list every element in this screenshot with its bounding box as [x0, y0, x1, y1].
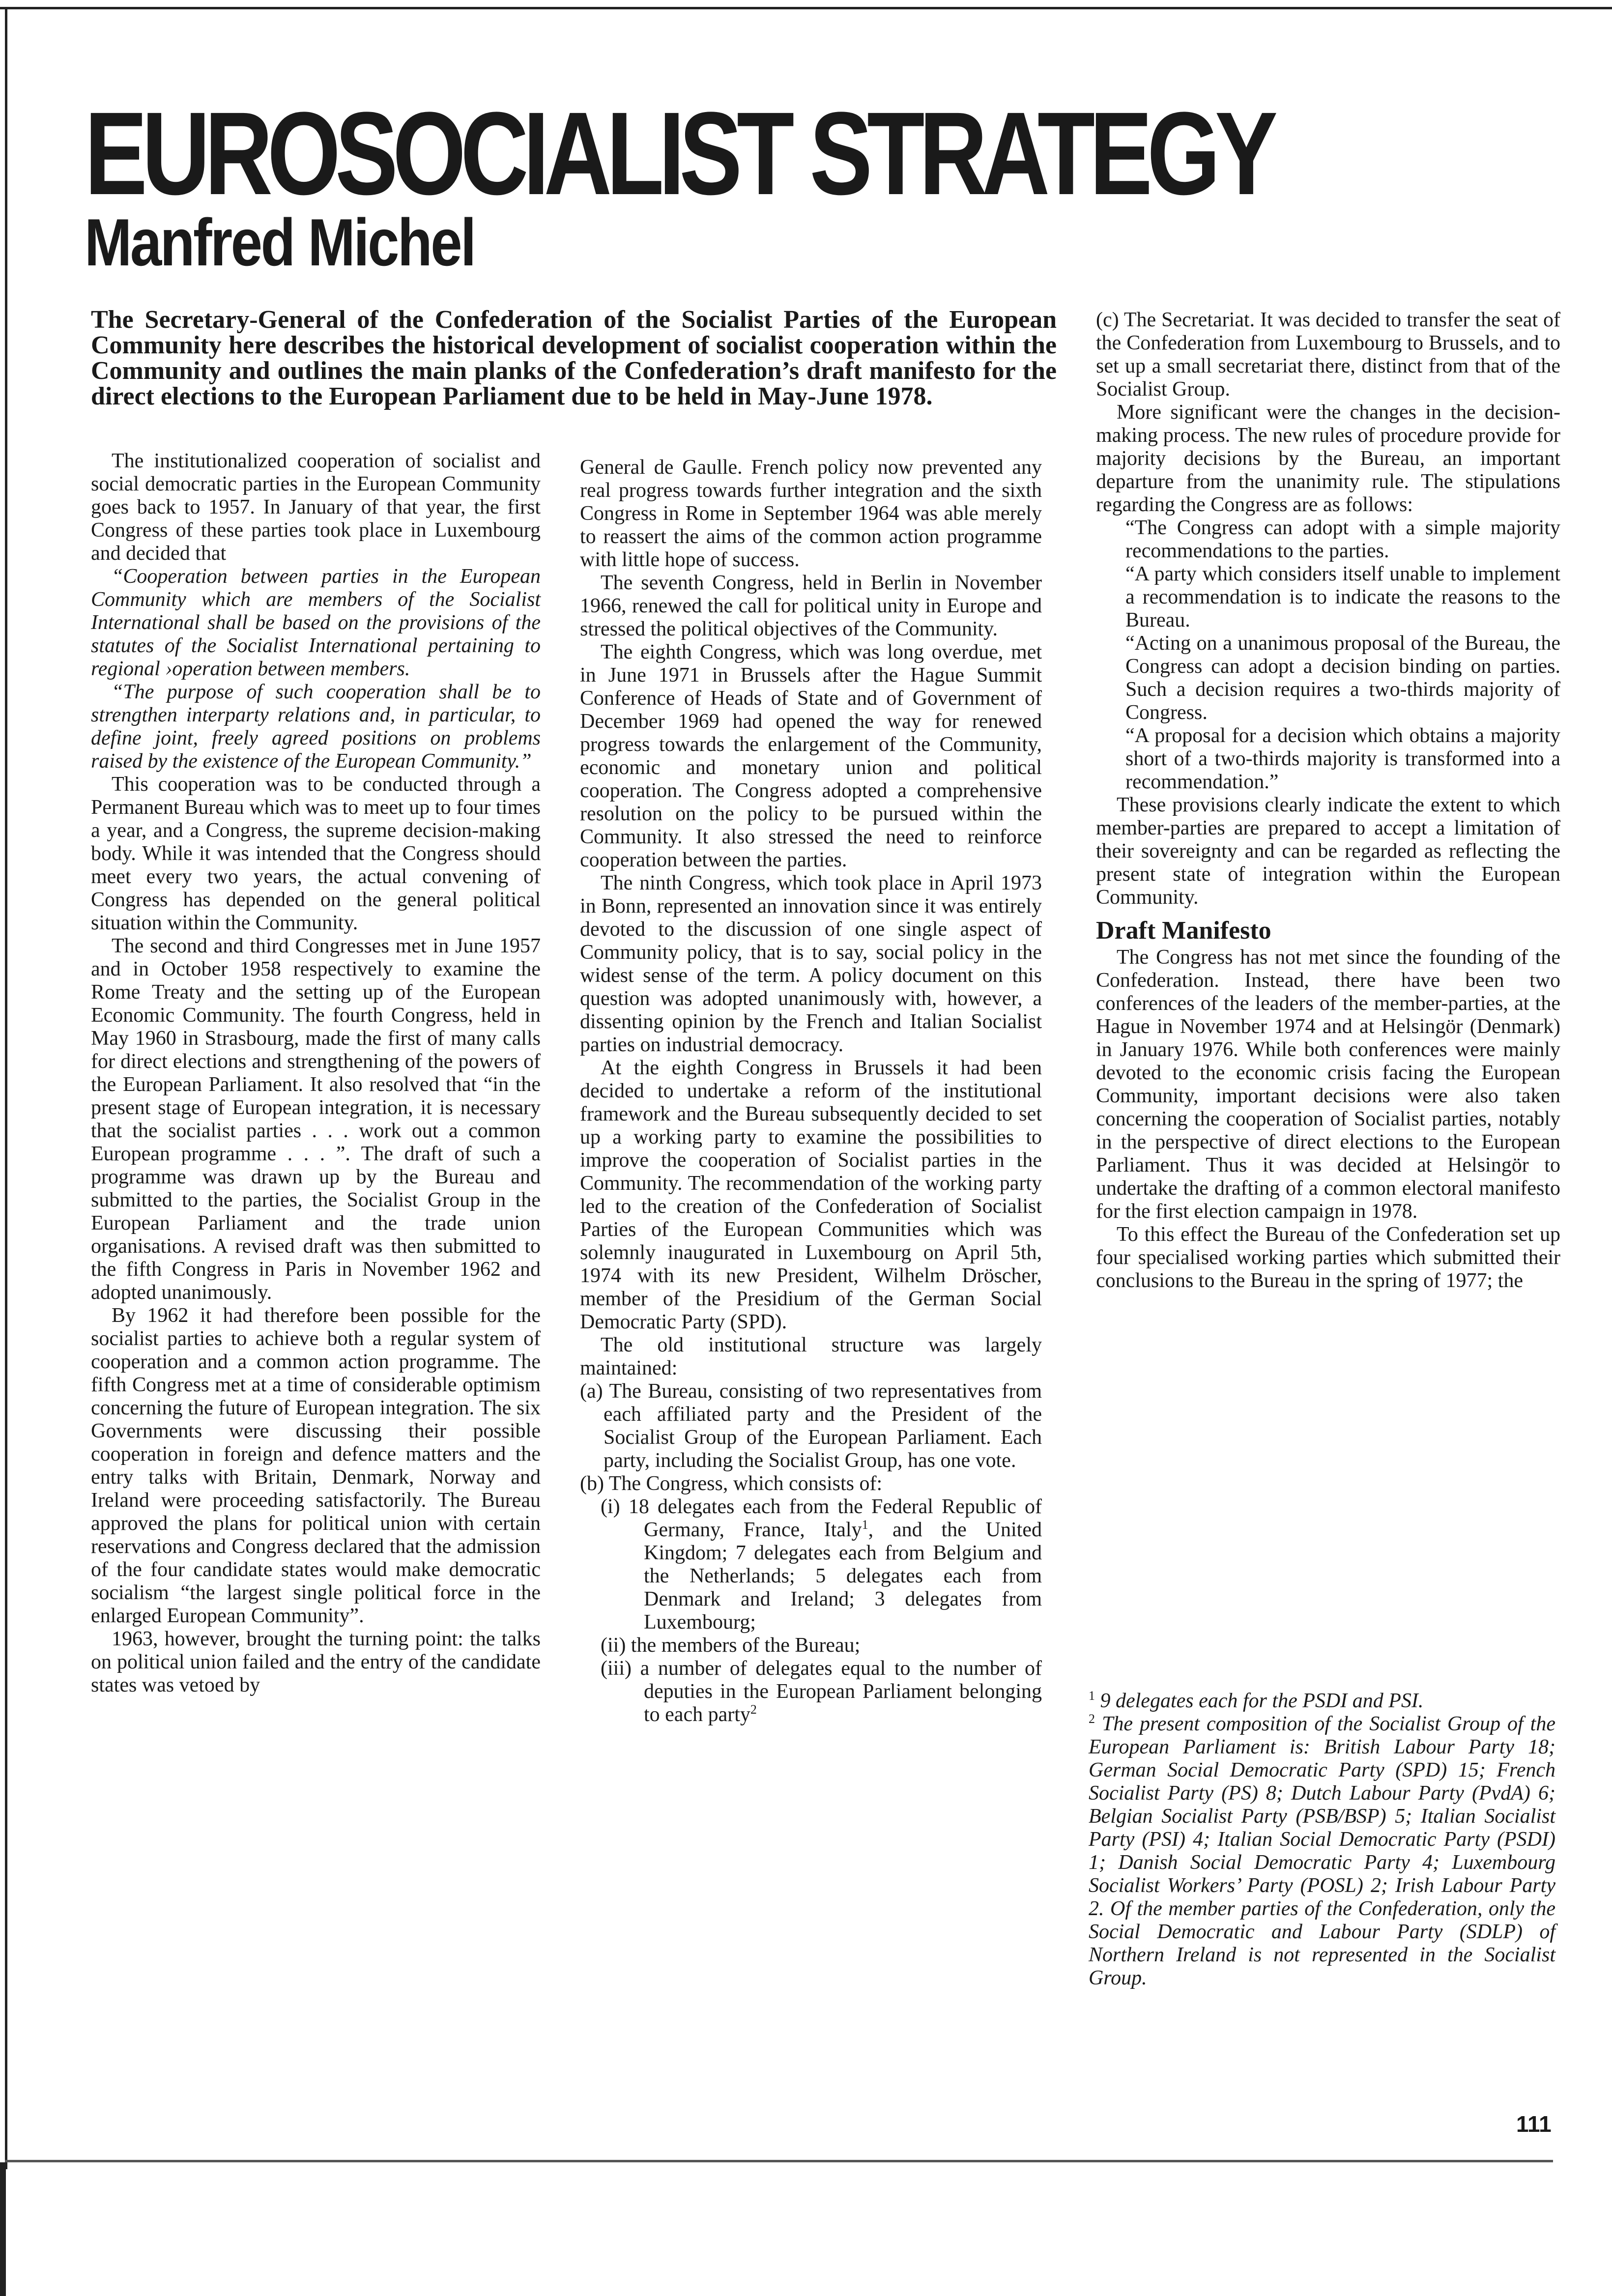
section-heading: Draft Manifesto: [1096, 917, 1271, 945]
quote-paragraph: “A party which considers itself unable to implement a recommendation is to indicate the reasons to the Bureau.: [1125, 563, 1560, 631]
page-number: 111: [1516, 2111, 1552, 2137]
footnote-ref-1: 1: [862, 1518, 868, 1532]
paragraph: This cooperation was to be conducted through a Permanent Bureau which was to meet up to four times a year, and a Congress, the supreme decision-making body. While it was intended that the Congress should meet every two years, the actual convening of Congress has depended on the general political situation within the Community.: [91, 773, 541, 934]
list-item-c: (c) The Secretariat. It was decided to transfer the seat of the Confederation from Luxembourg to Brussels, and to set up a small secretariat there, distinct from that of the Socialist Group.: [1096, 309, 1560, 401]
left-rule: [5, 7, 7, 2169]
column-1: [91, 450, 541, 1697]
paragraph: To this effect the Bureau of the Confederation set up four specialised working parties which submitted their conclusions to the Bureau in the spring of 1977; the: [1096, 1223, 1560, 1292]
quote-paragraph: “The Congress can adopt with a simple majority recommendations to the parties.: [1125, 517, 1560, 562]
paragraph: These provisions clearly indicate the extent to which member-parties are prepared to accept a limitation of their sovereignty and can be regarded as reflecting the present state of integration within the European Community.: [1096, 794, 1560, 909]
column-2: [580, 456, 1042, 1726]
bottom-rule: [5, 2160, 1553, 2162]
paragraph: The old institutional structure was largely maintained:: [580, 1334, 1042, 1379]
paragraph: The seventh Congress, held in Berlin in November 1966, renewed the call for political unity in Europe and stressed the political objectives of the Community.: [580, 572, 1042, 640]
list-item-ii: (ii) the members of the Bureau;: [601, 1634, 861, 1657]
corner-rule: [0, 2162, 6, 2296]
column-3: [1096, 309, 1560, 1292]
footnote-mark: 1: [1089, 1689, 1095, 1703]
paragraph: More significant were the changes in the decision-making process. The new rules of procedure provide for majority decisions by the Bureau, an important departure from the unanimity rule. The stipulations regarding the Congress are as follows:: [1096, 401, 1560, 516]
quote-paragraph: “Acting on a unanimous proposal of the Bureau, the Congress can adopt a decision binding on parties. Such a decision requires a two-thirds majority of Congress.: [1125, 632, 1560, 724]
paragraph: The eighth Congress, which was long overdue, met in June 1971 in Brussels after the Hague Summit Conference of Heads of State and of Government of December 1969 had opened the way for renewed progress towards the enlargement of the Community, economic and monetary union and political cooperation. The Congress adopted a comprehensive resolution on the policy to be pursued within the Community. It also stressed the need to reinforce cooperation between the parties.: [580, 641, 1042, 871]
quote-paragraph: “Cooperation between parties in the European Community which are members of the Socialist International shall be based on the provisions of the statutes of the Socialist International pertaining to regional ›operation between members.: [91, 565, 541, 680]
list-item-i-text: (i) 18 delegates each from the Federal Republic of Germany, France, Italy: [601, 1495, 1042, 1541]
paragraph: By 1962 it had therefore been possible for the socialist parties to achieve both a regular system of cooperation and a common action programme. The fifth Congress met at a time of considerable optimism concerning the future of European integration. The six Governments were discussing their possible cooperation in foreign and defence matters and the entry talks with Britain, Denmark, Norway and Ireland were proceeding satisfactorily. The Bureau approved the plans for political union with certain reservations and Congress declared that the admission of the four candidate states would make democratic socialism “the largest single political force in the enlarged European Community”.: [91, 1304, 541, 1627]
paragraph: The Congress has not met since the founding of the Confederation. Instead, there have been two conferences of the leaders of the member-parties, at the Hague in November 1974 and at Helsingör (Denmark) in January 1976. While both conferences were mainly devoted to the economic crisis facing the European Community, important decisions were also taken concerning the cooperation of Socialist parties, notably in the perspective of direct elections to the European Parliament. Thus it was decided at Helsingör to undertake the drafting of a common electoral manifesto for the first election campaign in 1978.: [1096, 946, 1560, 1223]
footnote-text: 9 delegates each for the PSDI and PSI.: [1100, 1690, 1424, 1712]
paragraph: At the eighth Congress in Brussels it had been decided to undertake a reform of the institutional framework and the Bureau subsequently decided to set up a working party to examine the possibilities to improve the cooperation of Socialist parties in the Community. The recommendation of the working party led to the creation of the Confederation of Socialist Parties of the European Communities which was solemnly inaugurated in Luxembourg on April 5th, 1974 with its new President, Wilhelm Dröscher, member of the Presidium of the German Social Democratic Party (SPD).: [580, 1057, 1042, 1333]
article-intro: The Secretary-General of the Confederation of the Socialist Parties of the European Community here describes the historical development of socialist cooperation within the Community and outlines the main planks of the Confederation’s draft manifesto for the direct elections to the European Parliament due to be held in May-June 1978.: [91, 306, 1057, 410]
footnote-ref-2: 2: [750, 1702, 757, 1717]
quote-paragraph: “The purpose of such cooperation shall be to strengthen interparty relations and, in particular, to define joint, freely agreed positions on problems raised by the existence of the European Community.”: [91, 681, 541, 773]
footnote-mark: 2: [1089, 1712, 1095, 1726]
article-title: EUROSOCIALIST STRATEGY: [85, 87, 1272, 219]
list-item-i-text-cont: , and the United Kingdom; 7 delegates each from Belgium and the Netherlands; 5 delegates each from Denmark and Ireland; 3 delegates from Luxembourg;: [644, 1519, 1042, 1634]
list-item-i: [580, 1495, 1042, 1634]
footnote-text: The present composition of the Socialist Group of the European Parliament is: British Labour Party 18; German Social Democratic Party (SPD) 15; French Socialist Party (PS) 8; Dutch Labour Party (PvdA) 6; Belgian Socialist Party (PSB/BSP) 5; Italian Socialist Party (PSI) 4; Italian Social Democratic Party (PSDI) 1; Danish Social Democratic Party 4; Luxembourg Socialist Workers’ Party (POSL) 2; Irish Labour Party 2. Of the member parties of the Confederation, only the Social Democratic and Labour Party (SDLP) of Northern Ireland is not represented in the Socialist Group.: [1089, 1713, 1555, 1989]
paragraph: The institutionalized cooperation of socialist and social democratic parties in the European Community goes back to 1957. In January of that year, the first Congress of these parties took place in Luxembourg and decided that: [91, 450, 541, 565]
footnotes: [1089, 1690, 1555, 1990]
list-item-iii-text: (iii) a number of delegates equal to the number of deputies in the European Parliament belonging to each party: [601, 1657, 1042, 1726]
footnote: [1089, 1690, 1555, 1713]
author-byline: Manfred Michel: [85, 205, 475, 280]
paragraph: 1963, however, brought the turning point: the talks on political union failed and the entry of the candidate states was vetoed by: [91, 1628, 541, 1696]
footnote: [1089, 1713, 1555, 1990]
paragraph: The second and third Congresses met in June 1957 and in October 1958 respectively to examine the Rome Treaty and the setting up of the European Economic Community. The fourth Congress, held in May 1960 in Strasbourg, made the first of many calls for direct elections and strengthening of the powers of the European Parliament. It also resolved that “in the present stage of European integration, it is necessary that the socialist parties . . . work out a common European programme . . . ”. The draft of such a programme was drawn up by the Bureau and submitted to the parties, the Socialist Group in the European Parliament and the trade union organisations. A revised draft was then submitted to the fifth Congress in Paris in November 1962 and adopted unanimously.: [91, 935, 541, 1304]
quote-paragraph: “A proposal for a decision which obtains a majority short of a two-thirds majority is transformed into a recommendation.”: [1125, 724, 1560, 793]
list-item-a: (a) The Bureau, consisting of two representatives from each affiliated party and the President of the Socialist Group of the European Parliament. Each party, including the Socialist Group, has one vote.: [580, 1380, 1042, 1472]
paragraph: The ninth Congress, which took place in April 1973 in Bonn, represented an innovation since it was entirely devoted to the discussion of one single aspect of Community policy, that is to say, social policy in the widest sense of the term. A policy document on this question was adopted unanimously with, however, a dissenting opinion by the French and Italian Socialist parties on industrial democracy.: [580, 872, 1042, 1056]
list-item-iii: [580, 1657, 1042, 1726]
paragraph: General de Gaulle. French policy now prevented any real progress towards further integration and the sixth Congress in Rome in September 1964 was able merely to reassert the aims of the common action programme with little hope of success.: [580, 456, 1042, 571]
top-rule: [0, 7, 1612, 9]
list-item-b: (b) The Congress, which consists of:: [580, 1472, 883, 1495]
